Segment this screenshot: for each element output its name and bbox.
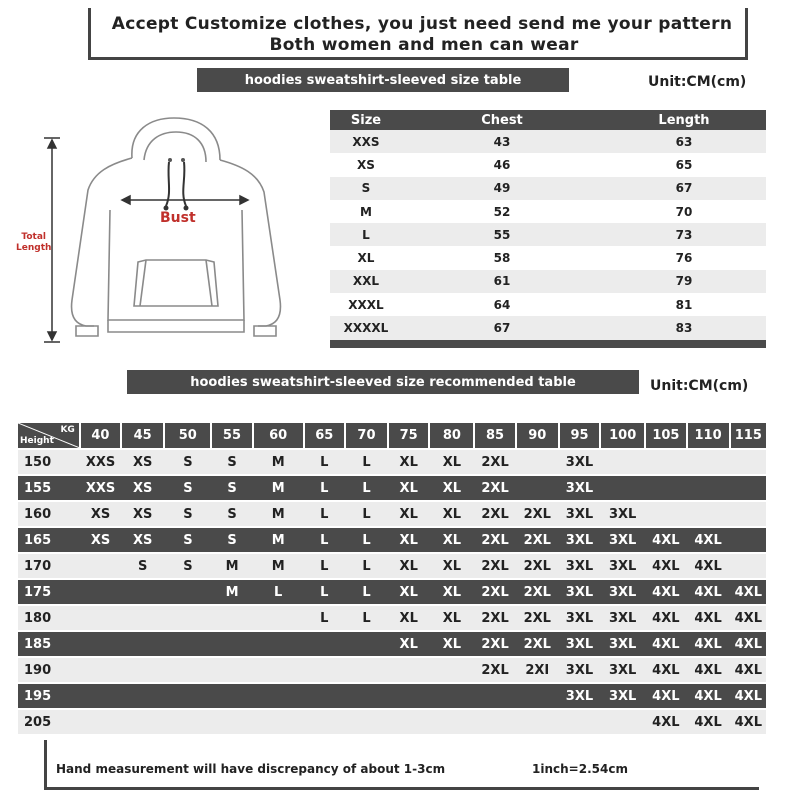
hoodie-illustration xyxy=(14,110,310,350)
size-recommendation-cell: 4XL xyxy=(694,532,722,548)
size-recommendation-cell: L xyxy=(320,558,329,574)
size-recommendation-cell: L xyxy=(362,532,371,548)
size-recommendation-cell: 4XL xyxy=(694,714,722,730)
size-recommendation-cell: L xyxy=(320,480,329,496)
size-recommendation-cell: XS xyxy=(90,506,111,522)
size-recommendation-cell: 2XL xyxy=(481,584,509,600)
height-cell: 170 xyxy=(24,558,52,574)
size-table-footer-bar xyxy=(330,340,766,348)
size-recommendation-cell: 3XL xyxy=(565,480,594,496)
height-cell: 160 xyxy=(24,506,52,522)
size-recommendation-cell: 4XL xyxy=(734,662,762,678)
size-table-row xyxy=(330,316,766,339)
size-recommendation-cell: L xyxy=(362,506,371,522)
height-cell: 175 xyxy=(24,584,52,600)
size-recommendation-cell: 2XL xyxy=(481,454,509,470)
size-recommendation-cell: 3XL xyxy=(565,584,594,600)
size-table-row xyxy=(330,177,766,200)
chest-cell: 43 xyxy=(493,134,511,149)
weight-header-cell: 40 xyxy=(81,423,120,448)
size-recommendation-cell: 4XL xyxy=(652,662,680,678)
size-recommendation-cell: 4XL xyxy=(734,714,762,730)
weight-header-cell: 105 xyxy=(646,423,685,448)
size-recommendation-cell: XS xyxy=(133,480,153,496)
size-recommendation-cell: 4XL xyxy=(694,688,722,704)
size-table-row xyxy=(330,246,766,269)
weight-header-cell: 70 xyxy=(346,423,387,448)
height-cell: 190 xyxy=(24,662,52,678)
size-recommendation-cell: 3XL xyxy=(565,610,594,626)
size-recommendation-cell: 2XL xyxy=(481,558,509,574)
size-recommendation-cell: 4XL xyxy=(694,662,722,678)
weight-header-cell: 50 xyxy=(165,423,210,448)
size-recommendation-cell: 3XL xyxy=(608,558,637,574)
size-recommendation-cell: XL xyxy=(399,532,418,548)
length-cell: 76 xyxy=(675,251,693,266)
chest-cell: 49 xyxy=(493,181,511,196)
size-recommendation-cell: L xyxy=(320,532,329,548)
recommended-row xyxy=(18,658,766,682)
size-recommendation-cell: M xyxy=(225,584,239,600)
bust-label: Bust xyxy=(160,210,196,226)
size-recommendation-cell: 2XL xyxy=(481,636,509,652)
size-recommendation-cell: 4XL xyxy=(652,558,680,574)
size-table-row xyxy=(330,293,766,316)
chest-cell: 46 xyxy=(493,157,511,172)
size-recommendation-cell: 4XL xyxy=(652,610,680,626)
height-cell: 180 xyxy=(24,610,52,626)
size-recommendation-cell: XL xyxy=(399,636,418,652)
size-recommendation-cell: 4XL xyxy=(694,610,722,626)
weight-header-cell: 45 xyxy=(122,423,163,448)
weight-header-cell: 90 xyxy=(517,423,558,448)
size-recommendation-cell: XL xyxy=(399,480,418,496)
size-recommendation-cell: 4XL xyxy=(652,688,680,704)
size-recommendation-cell: 4XL xyxy=(694,558,722,574)
size-recommendation-cell: XXS xyxy=(85,454,116,470)
size-recommendation-cell: XL xyxy=(442,610,462,626)
size-recommendation-cell: L xyxy=(362,610,371,626)
size-table-unit: Unit:CM(cm) xyxy=(648,74,747,90)
size-cell: XXXL xyxy=(348,297,384,312)
size-recommendation-cell: S xyxy=(183,454,193,470)
size-cell: XXXXL xyxy=(343,321,389,336)
length-cell: 83 xyxy=(675,321,693,336)
size-recommendation-cell: 3XL xyxy=(565,532,594,548)
size-recommendation-cell: XS xyxy=(133,532,153,548)
weight-header-cell: 55 xyxy=(212,423,251,448)
total-length-label: Total Length xyxy=(16,232,52,253)
recommended-unit: Unit:CM(cm) xyxy=(650,378,749,394)
length-cell: 81 xyxy=(675,297,693,312)
size-recommendation-cell: 2XL xyxy=(523,532,551,548)
height-cell: 195 xyxy=(24,688,52,704)
size-recommendation-cell: 4XL xyxy=(734,584,762,600)
size-recommendation-cell: S xyxy=(183,480,193,496)
col-length: Length xyxy=(658,112,710,128)
header-line-1: Accept Customize clothes, you just need send me your pattern xyxy=(111,14,733,34)
weight-header-cell: 85 xyxy=(475,423,514,448)
size-recommendation-cell: L xyxy=(320,454,329,470)
size-cell: S xyxy=(361,181,371,196)
recommended-banner: hoodies sweatshirt-sleeved size recommended table xyxy=(127,370,639,394)
size-table-row xyxy=(330,200,766,223)
size-recommendation-cell: 2XL xyxy=(523,636,551,652)
size-recommendation-cell: S xyxy=(227,480,237,496)
chest-cell: 58 xyxy=(493,251,511,266)
size-recommendation-cell: 4XL xyxy=(734,610,762,626)
size-cell: XXL xyxy=(352,274,380,289)
chest-cell: 52 xyxy=(493,204,511,219)
size-recommendation-cell: S xyxy=(183,506,193,522)
weight-header-cell: 75 xyxy=(389,423,428,448)
weight-header-cell: 100 xyxy=(601,423,644,448)
chest-cell: 55 xyxy=(493,227,511,242)
size-recommendation-cell: XS xyxy=(90,532,111,548)
size-recommendation-cell: XL xyxy=(442,584,462,600)
height-cell: 150 xyxy=(24,454,52,470)
size-recommendation-cell: S xyxy=(138,558,148,574)
size-recommendation-cell: XXS xyxy=(85,480,116,496)
size-recommendation-cell: 2XL xyxy=(523,610,551,626)
size-recommendation-cell: 3XL xyxy=(608,636,637,652)
size-recommendation-cell: 3XL xyxy=(565,688,594,704)
recommended-row xyxy=(18,580,766,604)
size-recommendation-cell: XL xyxy=(442,454,462,470)
recommended-row xyxy=(18,554,766,578)
header-line-2: Both women and men can wear xyxy=(269,35,579,55)
hoodie-diagram xyxy=(14,110,310,350)
size-recommendation-cell: S xyxy=(227,506,237,522)
height-cell: 185 xyxy=(24,636,52,652)
length-cell: 73 xyxy=(675,227,693,242)
recommended-row xyxy=(18,684,766,708)
weight-header-cell: 95 xyxy=(560,423,599,448)
size-recommendation-cell: XL xyxy=(399,558,418,574)
size-recommendation-cell: XL xyxy=(399,454,418,470)
recommended-row xyxy=(18,528,766,552)
footer-conversion: 1inch=2.54cm xyxy=(532,762,628,776)
corner-height: Height xyxy=(20,436,54,446)
col-chest: Chest xyxy=(481,112,523,128)
size-recommendation-cell: 4XL xyxy=(652,714,680,730)
size-recommendation-cell: XL xyxy=(442,506,462,522)
recommended-row xyxy=(18,710,766,734)
size-recommendation-cell: 4XL xyxy=(652,532,680,548)
footer-note: Hand measurement will have discrepancy of about 1-3cm xyxy=(56,762,446,776)
size-recommendation-cell: 3XL xyxy=(565,506,594,522)
size-recommendation-cell: M xyxy=(271,454,285,470)
chest-cell: 64 xyxy=(493,297,511,312)
height-cell: 165 xyxy=(24,532,52,548)
size-recommendation-cell: L xyxy=(320,506,329,522)
size-cell: XL xyxy=(357,251,375,266)
size-recommendation-cell: XS xyxy=(133,506,153,522)
size-recommendation-cell: 2XL xyxy=(481,610,509,626)
size-cell: XS xyxy=(357,157,375,172)
height-cell: 205 xyxy=(24,714,52,730)
corner-kg: KG xyxy=(60,425,75,435)
size-recommendation-cell: 2XL xyxy=(523,584,551,600)
size-recommendation-cell: XL xyxy=(442,532,462,548)
chest-cell: 61 xyxy=(493,274,511,289)
size-recommendation-cell: XL xyxy=(399,506,418,522)
size-recommendation-cell: 3XL xyxy=(565,558,594,574)
size-cell: L xyxy=(362,227,370,242)
height-cell: 155 xyxy=(24,480,52,496)
recommended-row xyxy=(18,450,766,474)
length-cell: 79 xyxy=(675,274,693,289)
size-recommendation-cell: 3XL xyxy=(608,584,637,600)
size-recommendation-cell: L xyxy=(362,584,371,600)
weight-header-cell: 60 xyxy=(254,423,303,448)
size-recommendation-cell: L xyxy=(362,558,371,574)
size-table-header xyxy=(330,110,766,130)
size-table-row xyxy=(330,130,766,153)
size-recommendation-cell: 2XL xyxy=(523,558,551,574)
size-recommendation-cell: S xyxy=(227,454,237,470)
recommended-row xyxy=(18,502,766,526)
size-recommendation-cell: S xyxy=(227,532,237,548)
size-recommendation-cell: 3XL xyxy=(565,662,594,678)
size-recommendation-cell: 4XL xyxy=(652,636,680,652)
length-cell: 65 xyxy=(675,157,693,172)
size-recommendation-cell: 3XL xyxy=(565,454,594,470)
size-recommendation-cell: M xyxy=(225,558,239,574)
size-recommendation-cell: 4XL xyxy=(734,636,762,652)
col-size: Size xyxy=(350,112,382,128)
size-recommendation-cell: M xyxy=(271,532,285,548)
size-recommendation-cell: S xyxy=(183,558,193,574)
recommended-header xyxy=(18,423,766,448)
recommended-row xyxy=(18,606,766,630)
length-cell: 67 xyxy=(675,181,693,196)
weight-header-cell: 65 xyxy=(305,423,344,448)
size-recommendation-cell: XL xyxy=(442,480,462,496)
weight-header-cell: 110 xyxy=(688,423,729,448)
size-recommendation-cell: XL xyxy=(399,610,418,626)
size-recommendation-cell: 4XL xyxy=(734,688,762,704)
size-recommendation-cell: 3XL xyxy=(565,636,594,652)
size-table-banner: hoodies sweatshirt-sleeved size table xyxy=(197,68,569,92)
size-recommendation-cell: 4XL xyxy=(694,584,722,600)
size-recommendation-cell: XL xyxy=(442,636,462,652)
size-cell: XXS xyxy=(352,134,380,149)
size-recommendation-cell: 4XL xyxy=(652,584,680,600)
size-table-row xyxy=(330,153,766,176)
weight-header-cell: 115 xyxy=(731,423,766,448)
size-recommendation-cell: 4XL xyxy=(694,636,722,652)
corner-cell xyxy=(18,423,79,448)
recommended-row xyxy=(18,632,766,656)
size-recommendation-cell: 3XL xyxy=(608,662,637,678)
size-recommendation-cell: XL xyxy=(442,558,462,574)
size-recommendation-cell: 3XL xyxy=(608,688,637,704)
size-table-row xyxy=(330,270,766,293)
size-table xyxy=(330,110,766,348)
size-recommendation-cell: S xyxy=(183,532,193,548)
size-recommendation-cell: 3XL xyxy=(608,506,637,522)
length-cell: 70 xyxy=(675,204,693,219)
size-recommendation-cell: 2XL xyxy=(481,662,509,678)
size-recommendation-cell: 2XL xyxy=(481,532,509,548)
size-recommendation-cell: L xyxy=(362,480,371,496)
size-recommendation-cell: 2XL xyxy=(481,480,509,496)
size-recommendation-cell: L xyxy=(362,454,371,470)
chest-cell: 67 xyxy=(493,321,511,336)
size-table-row xyxy=(330,223,766,246)
size-recommendation-cell: 3XL xyxy=(608,610,637,626)
size-recommendation-cell: 3XL xyxy=(608,532,637,548)
size-recommendation-cell: L xyxy=(320,584,329,600)
recommended-table xyxy=(18,423,766,734)
size-recommendation-cell: M xyxy=(271,506,285,522)
recommended-row xyxy=(18,476,766,500)
size-recommendation-cell: 2XL xyxy=(481,506,509,522)
size-recommendation-cell: XS xyxy=(133,454,153,470)
size-recommendation-cell: 2XI xyxy=(525,662,550,678)
size-cell: M xyxy=(360,204,372,219)
size-recommendation-cell: 2XL xyxy=(523,506,551,522)
size-recommendation-cell: XL xyxy=(399,584,418,600)
size-recommendation-cell: L xyxy=(274,584,283,600)
size-recommendation-cell: M xyxy=(271,480,285,496)
size-recommendation-cell: L xyxy=(320,610,329,626)
length-cell: 63 xyxy=(675,134,693,149)
weight-header-cell: 80 xyxy=(430,423,473,448)
size-recommendation-cell: M xyxy=(271,558,285,574)
